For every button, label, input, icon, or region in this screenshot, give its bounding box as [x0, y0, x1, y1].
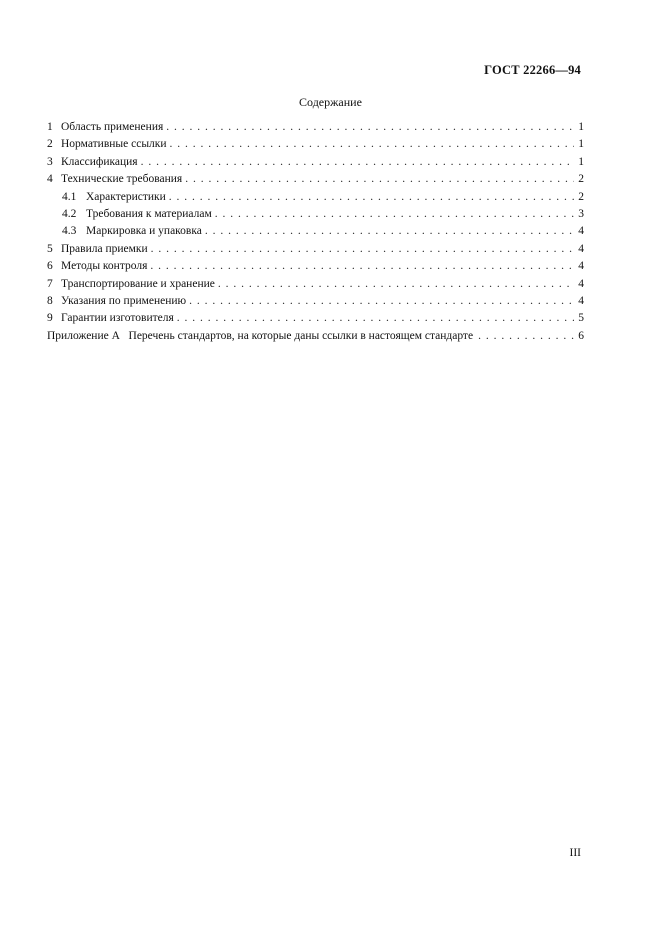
dot-leader: [185, 173, 574, 185]
dot-leader: [215, 208, 574, 220]
toc-entry-number: 7: [47, 277, 53, 290]
toc-entry-number: 4.3: [62, 225, 77, 238]
toc-entry-page: 1: [578, 155, 584, 168]
toc-entry-number: 6: [47, 260, 53, 273]
toc-entry-page: 4: [578, 277, 584, 290]
dot-leader: [189, 295, 574, 307]
dot-leader: [166, 121, 574, 133]
toc-entry-title: Приложение А Перечень стандартов, на которые даны ссылки в настоящем стандарте: [47, 329, 474, 342]
toc-entry-5[interactable]: [47, 243, 584, 260]
toc-entry-number: 3: [47, 155, 53, 168]
toc-entry-2[interactable]: [47, 138, 584, 155]
toc-entry-number: 2: [47, 138, 53, 151]
toc-title: Содержание: [299, 95, 362, 109]
toc-entry-9[interactable]: [47, 312, 584, 329]
toc-entry-page: 3: [578, 207, 584, 220]
toc-entry-4-2[interactable]: [47, 208, 584, 225]
document-id: ГОСТ 22266—94: [484, 63, 581, 77]
toc-entry-page: 6: [578, 329, 584, 342]
dot-leader: [177, 312, 574, 324]
toc-entry-1[interactable]: [47, 121, 584, 138]
dot-leader: [169, 191, 574, 203]
toc-entry-title: Технические требования: [61, 173, 183, 186]
toc-entry-number: 8: [47, 294, 53, 307]
toc-entry-page: 4: [578, 260, 584, 273]
toc-entry-title: Методы контроля: [61, 260, 148, 273]
toc-entry-number: 4.1: [62, 190, 77, 203]
toc-entry-number: 5: [47, 242, 53, 255]
toc-entry-page: 4: [578, 294, 584, 307]
toc-entry-title: Правила приемки: [61, 242, 148, 255]
toc-entry-7[interactable]: [47, 278, 584, 295]
toc-entry-appendix-a[interactable]: [47, 330, 584, 347]
table-of-contents: [47, 121, 584, 347]
toc-entry-title: Область применения: [61, 121, 164, 133]
toc-entry-6[interactable]: [47, 260, 584, 277]
toc-entry-page: 4: [578, 225, 584, 238]
toc-entry-title: Гарантии изготовителя: [61, 312, 174, 325]
toc-entry-number: 4.2: [62, 207, 77, 220]
toc-entry-page: 5: [578, 312, 584, 325]
dot-leader: [150, 260, 574, 272]
toc-entry-title: Требования к материалам: [86, 207, 212, 220]
dot-leader: [205, 225, 574, 237]
dot-leader: [478, 330, 574, 342]
toc-entry-number: 1: [47, 121, 53, 133]
toc-entry-4[interactable]: [47, 173, 584, 190]
toc-entry-title: Характеристики: [86, 190, 166, 203]
dot-leader: [218, 278, 574, 290]
toc-entry-4-1[interactable]: [47, 191, 584, 208]
dot-leader: [141, 156, 574, 168]
toc-entry-page: 2: [578, 190, 584, 203]
toc-entry-4-3[interactable]: [47, 225, 584, 242]
toc-entry-number: 9: [47, 312, 53, 325]
toc-entry-page: 1: [578, 121, 584, 133]
toc-entry-number: 4: [47, 173, 53, 186]
toc-entry-3[interactable]: [47, 156, 584, 173]
dot-leader: [170, 138, 574, 150]
toc-entry-page: 1: [578, 138, 584, 151]
toc-entry-title: Нормативные ссылки: [61, 138, 167, 151]
page-number: III: [569, 847, 581, 859]
toc-entry-page: 4: [578, 242, 584, 255]
toc-entry-8[interactable]: [47, 295, 584, 312]
toc-entry-title: Указания по применению: [61, 294, 187, 307]
toc-entry-page: 2: [578, 173, 584, 186]
toc-entry-title: Маркировка и упаковка: [86, 225, 202, 238]
toc-entry-title: Транспортирование и хранение: [61, 277, 215, 290]
dot-leader: [151, 243, 574, 255]
toc-entry-title: Классификация: [61, 155, 138, 168]
